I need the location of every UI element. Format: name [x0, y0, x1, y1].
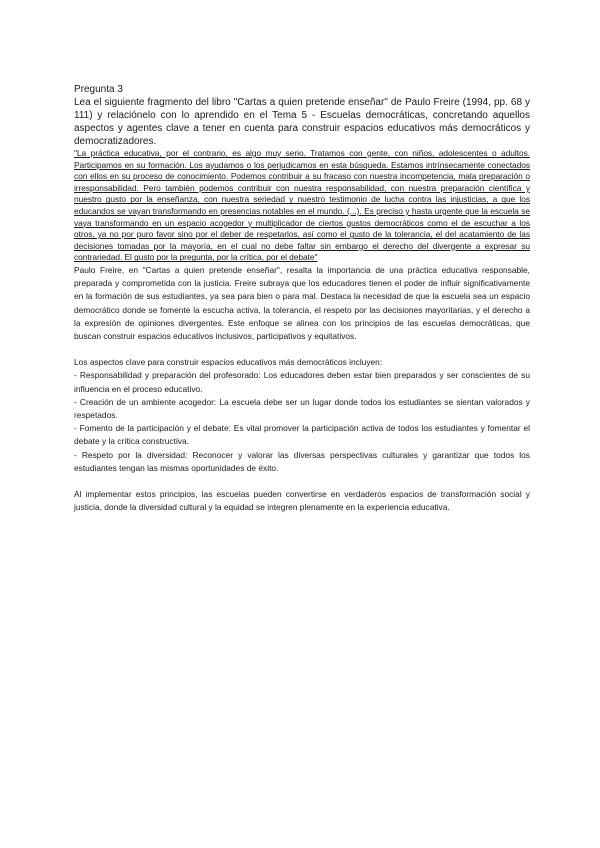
list-item: - Fomento de la participación y el debate: Es vital promover la participación activa de todos los estudiantes y fomentar el debate y la crítica constructiva. [74, 423, 530, 447]
list-item: - Creación de un ambiente acogedor: La escuela debe ser un lugar donde todos los estudiantes se sientan valorados y respetados. [74, 396, 530, 420]
key-points-intro: Los aspectos clave para construir espacios educativos más democráticos incluyen: [74, 357, 383, 368]
document-page [74, 83, 530, 514]
list-item: - Respeto por la diversidad: Reconocer y valorar las diversas perspectivas culturales y garantizar que todos los estudiantes tengan las mismas oportunidades de éxito. [74, 449, 530, 473]
key-points-list [74, 369, 530, 475]
analysis-paragraph: Paulo Freire, en "Cartas a quien pretende enseñar", resalta la importancia de una práctica educativa responsable, preparada y comprometida con la justicia. Freire subraya que los educadores tienen el poder de influir significativamente en la formación de sus estudiantes, ya sea para bien o para mal. Destaca la necesidad de que la escuela sea un espacio democrático donde se fomente la escucha activa, la tolerancia, el respeto por las decisiones mayoritarias, y el derecho a la expresión de opiniones divergentes. Este enfoque se alinea con los principios de las escuelas democráticas, que buscan construir espacios educativos inclusivos, participativos y equitativos. [74, 264, 530, 341]
question-label: Pregunta 3 [74, 84, 123, 95]
freire-quote: "La práctica educativa, por el contrario, es algo muy serio. Tratamos con gente, con niños, adolescentes o adultos. Participamos en su formación. Los ayudamos o los perjudicamos en esta búsqueda. Estamos intrínsecamente conectados con ellos en su proceso de conocimiento. Podemos contribuir a su fracaso con nuestra incompetencia, mala preparación o irresponsabilidad. Pero también podemos contribuir con nuestra responsabilidad, con nuestra preparación científica y nuestro gusto por la enseñanza, con nuestra seriedad y nuestro testimonio de lucha contra las injusticias, a que los educandos se vayan transformando en presencias notables en el mundo. (...). Es preciso y hasta urgente que la escuela se vaya transformando en un espacio acogedor y multiplicador de ciertos gustos democráticos como el de escuchar a los otros, ya no por puro favor sino por el deber de respetarlos, así como el gusto de la tolerancia, el del acatamiento de las decisiones tomadas por la mayoría, en el cual no debe faltar sin embargo el derecho del divergente a expresar su contrariedad. El gusto por la pregunta, por la crítica, por el debate" [74, 148, 530, 263]
conclusion-paragraph: Al implementar estos principios, las escuelas pueden convertirse en verdaderos espacios de transformación social y justicia, donde la diversidad cultural y la equidad se integren plenamente en la experiencia educativa. [74, 488, 530, 513]
list-item: - Responsabilidad y preparación del profesorado: Los educadores deben estar bien preparados y ser conscientes de su influencia en el proceso educativo. [74, 370, 530, 394]
paragraph-spacer [74, 475, 530, 488]
paragraph-spacer [74, 343, 530, 356]
question-prompt: Lea el siguiente fragmento del libro "Cartas a quien pretende enseñar" de Paulo Freire (1994, pp. 68 y 111) y relaciónelo con lo aprendido en el Tema 5 - Escuelas democráticas, concretando aquellos aspectos y agentes clave a tener en cuenta para construir espacios educativos más democráticos y democratizadores. [74, 97, 530, 147]
